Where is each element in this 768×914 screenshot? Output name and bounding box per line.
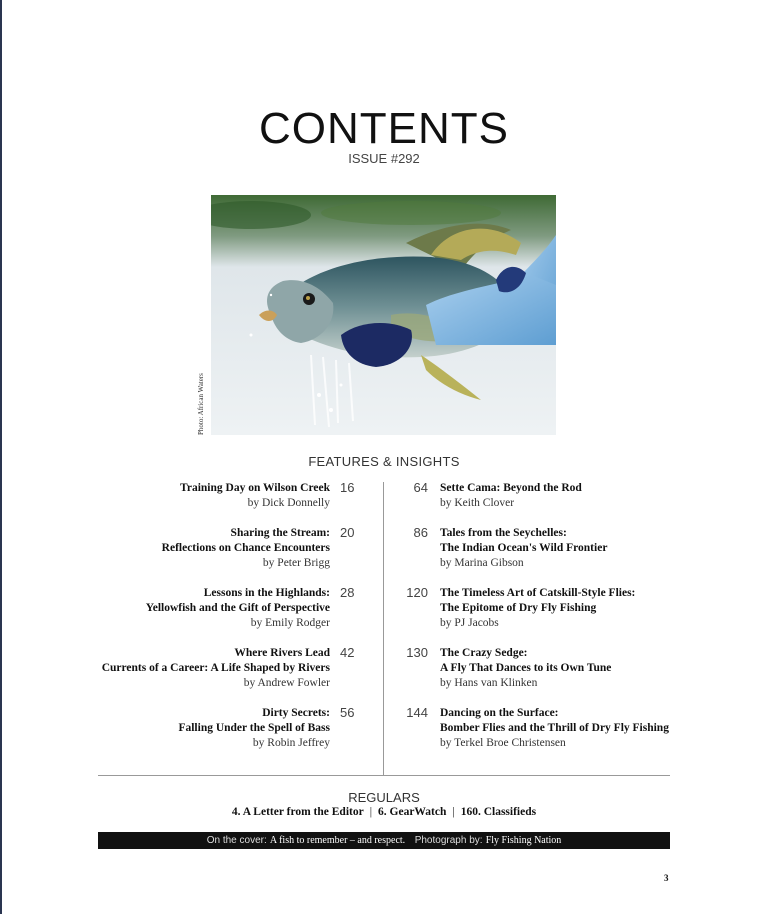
page-title: CONTENTS [259, 104, 509, 153]
photograph-label: Photograph by: [414, 835, 483, 846]
feature-entry[interactable] [440, 586, 635, 631]
feature-author: by PJ Jacobs [440, 617, 499, 629]
regulars-heading: REGULARS [348, 790, 420, 805]
cover-text: A fish to remember – and respect. [269, 835, 406, 846]
feature-title: The Crazy Sedge: [440, 647, 528, 659]
features-heading: FEATURES & INSIGHTS [308, 454, 460, 469]
feature-author: by Dick Donnelly [247, 497, 330, 509]
feature-author: by Hans van Klinken [440, 677, 538, 689]
feature-author: by Marina Gibson [440, 557, 524, 569]
regular-item[interactable]: 4. A Letter from the Editor [231, 806, 364, 818]
cover-label: On the cover: [206, 835, 267, 846]
cover-photo [211, 195, 556, 435]
feature-title: Dancing on the Surface: [440, 707, 559, 719]
feature-subtitle: The Epitome of Dry Fly Fishing [440, 602, 597, 614]
feature-author: by Andrew Fowler [243, 677, 330, 689]
feature-entry[interactable] [146, 586, 330, 631]
feature-author: by Keith Clover [440, 497, 515, 509]
separator: | [452, 806, 455, 818]
feature-title: Sette Cama: Beyond the Rod [440, 482, 582, 494]
feature-title: The Timeless Art of Catskill-Style Flies: [440, 587, 636, 599]
feature-subtitle: The Indian Ocean's Wild Frontier [440, 542, 608, 554]
page-number-ref: 144 [406, 705, 428, 720]
feature-entry[interactable] [440, 481, 582, 511]
feature-subtitle: Yellowfish and the Gift of Perspective [145, 602, 330, 614]
feature-title: Dirty Secrets: [262, 707, 330, 719]
feature-subtitle: A Fly That Dances to its Own Tune [440, 662, 612, 674]
page-number-ref: 16 [340, 480, 355, 495]
photo-credit: Photo: African Waters [197, 373, 205, 435]
regulars-list [0, 806, 768, 818]
page-number-ref: 120 [406, 585, 428, 600]
feature-subtitle: Falling Under the Spell of Bass [178, 722, 330, 734]
feature-subtitle: Reflections on Chance Encounters [161, 542, 330, 554]
feature-entry[interactable] [102, 646, 330, 691]
regular-item[interactable]: 6. GearWatch [378, 806, 447, 818]
photographer-name: Fly Fishing Nation [485, 835, 562, 846]
feature-entry[interactable] [162, 526, 330, 571]
page-number-ref: 86 [413, 525, 428, 540]
fish-photo-icon [211, 195, 556, 435]
feature-subtitle: Bomber Flies and the Thrill of Dry Fly Fishing [440, 722, 669, 734]
feature-title: Training Day on Wilson Creek [180, 482, 330, 494]
separator: | [369, 806, 373, 818]
feature-entry[interactable] [440, 706, 669, 751]
feature-entry[interactable] [178, 706, 330, 751]
page-number-ref: 20 [340, 525, 355, 540]
section-divider [98, 775, 670, 776]
page-number-ref: 42 [340, 645, 355, 660]
cover-caption-bar [98, 832, 670, 849]
feature-author: by Robin Jeffrey [252, 737, 330, 749]
page-number-ref: 56 [340, 705, 355, 720]
page-number-ref: 64 [413, 480, 428, 495]
feature-title: Lessons in the Highlands: [203, 587, 330, 599]
feature-author: by Peter Brigg [262, 557, 330, 569]
feature-entry[interactable] [440, 526, 607, 571]
page-number-ref: 130 [406, 645, 428, 660]
feature-entry[interactable] [440, 646, 611, 691]
feature-author: by Terkel Broe Christensen [440, 737, 566, 749]
feature-title: Tales from the Seychelles: [440, 527, 567, 539]
page-number-ref: 28 [340, 585, 355, 600]
feature-subtitle: Currents of a Career: A Life Shaped by Rivers [101, 662, 330, 674]
feature-title: Where Rivers Lead [234, 647, 330, 659]
issue-number: ISSUE #292 [348, 151, 420, 166]
feature-entry[interactable] [180, 481, 330, 511]
feature-author: by Emily Rodger [250, 617, 330, 629]
regular-item[interactable]: 160. Classifieds [460, 806, 537, 818]
page-number: 3 [664, 873, 669, 883]
column-divider [383, 482, 384, 775]
feature-title: Sharing the Stream: [230, 527, 330, 539]
